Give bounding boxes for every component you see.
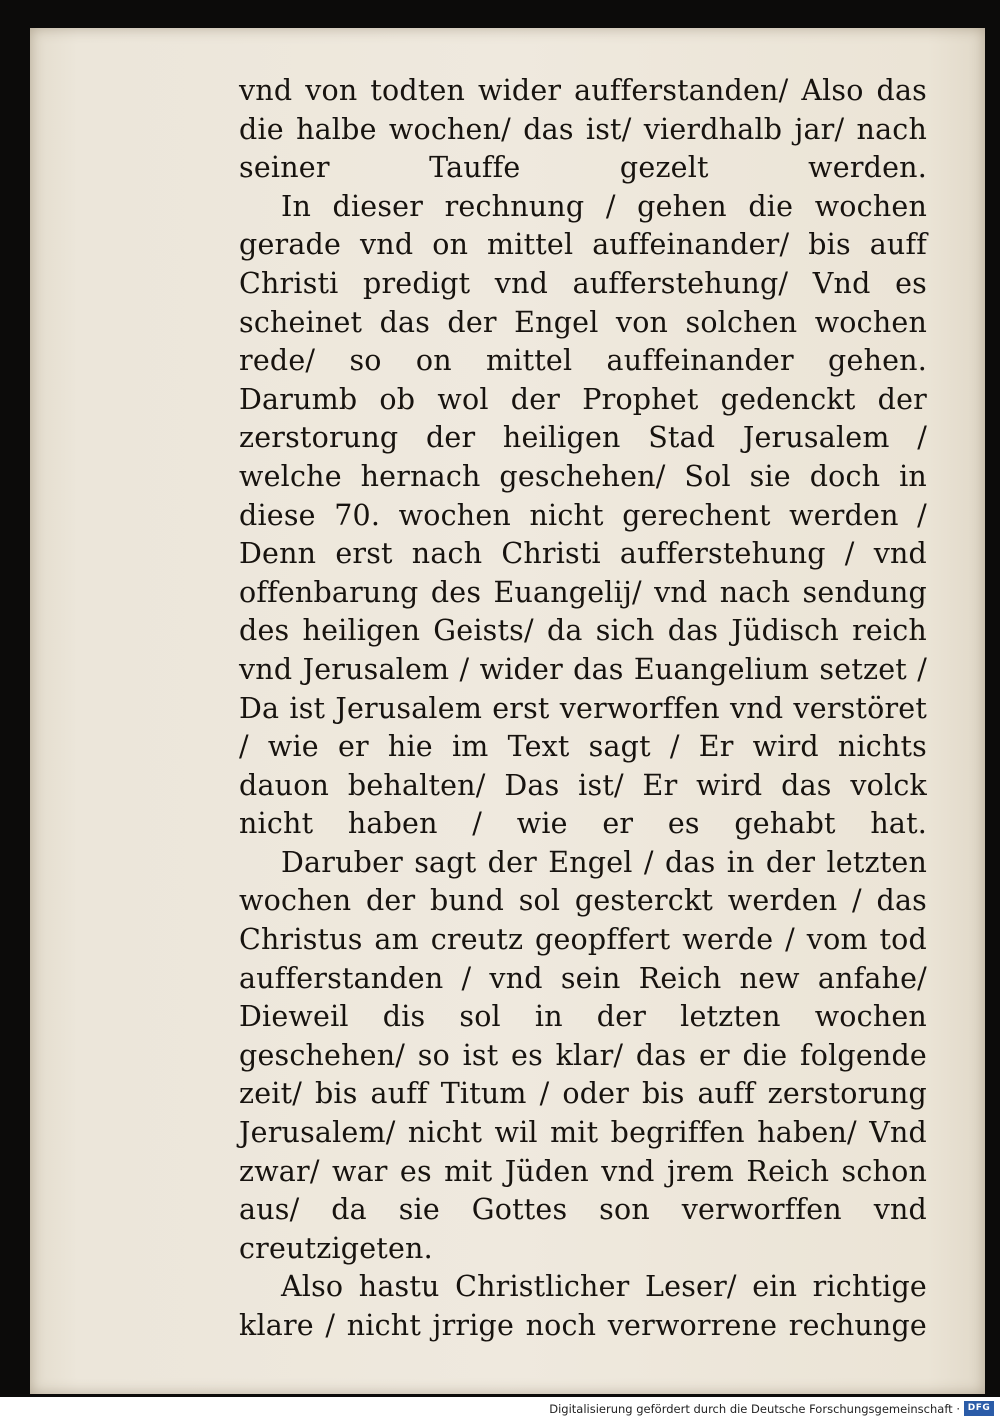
paragraph-continuation: vnd von todten wider aufferstanden/ Also das die halbe wochen/ das ist/ vierdhalb jar/ nach seiner Tauffe gezelt werden.	[239, 74, 927, 185]
paragraph-leser: Also hastu Christlicher Leser/ ein richtige klare / nicht jrrige noch verworrene rechunge	[239, 1270, 927, 1342]
paragraph-rechnung: In dieser rechnung / gehen die wochen gerade vnd on mittel auffeinander/ bis auff Christi predigt vnd aufferstehung/ Vnd es scheinet das der Engel von solchen wochen rede/ so on mittel auffeinander gehen. Darumb ob wol der Prophet gedenckt der zerstorung der heiligen Stad Jerusalem / welche hernach geschehen/ Sol sie doch in diese 70. wochen nicht gerechent werden / Denn erst nach Christi aufferstehung / vnd offenbarung des Euangelij/ vnd nach sendung des heiligen Geists/ da sich das Jüdisch reich vnd Jerusalem / wider das Euangelium setzet / Da ist Jerusalem erst verworffen vnd verstöret / wie er hie im Text sagt / Er wird nichts dauon behalten/ Das ist/ Er wird das volck nicht haben / wie er es gehabt hat.	[239, 189, 927, 841]
page-text	[239, 72, 927, 1346]
paragraph-engel: Daruber sagt der Engel / das in der letzten wochen der bund sol gesterckt werden / das Christus am creutz geopffert werde / vom tod aufferstanden / vnd sein Reich new anfahe/ Dieweil dis sol in der letzten wochen geschehen/ so ist es klar/ das er die folgende zeit/ bis auff Titum / oder bis auff zerstorung Jerusalem/ nicht wil mit begriffen haben/ Vnd zwar/ war es mit Jüden vnd jrem Reich schon aus/ da sie Gottes son verworffen vnd creutzigeten.	[239, 845, 927, 1265]
digitization-footer	[0, 1397, 1000, 1421]
footer-credit: Digitalisierung gefördert durch die Deutsche Forschungsgemeinschaft ·	[549, 1402, 960, 1416]
dfg-logo: DFG	[964, 1401, 994, 1416]
book-page	[30, 28, 985, 1394]
